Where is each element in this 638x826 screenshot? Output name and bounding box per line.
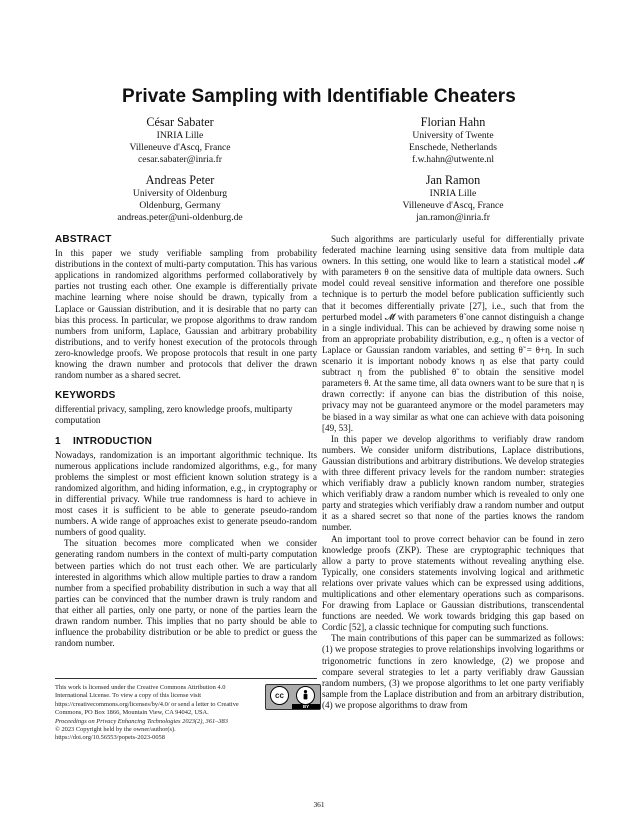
author-name: César Sabater bbox=[146, 115, 214, 129]
creative-commons-icon: cc bbox=[270, 686, 289, 705]
author-affiliation: INRIA Lille bbox=[429, 188, 477, 199]
author-block-4 bbox=[373, 173, 533, 225]
right-column bbox=[322, 234, 584, 711]
author-block-1 bbox=[100, 115, 260, 167]
author-name: Florian Hahn bbox=[420, 115, 486, 129]
author-location: Villeneuve d'Ascq, France bbox=[129, 142, 231, 154]
footnote-rule bbox=[55, 678, 317, 679]
keywords-heading: KEYWORDS bbox=[55, 390, 116, 402]
doi-link[interactable]: https://doi.org/10.56553/popets-2023-0058 bbox=[55, 734, 165, 742]
body-paragraph-3: An important tool to prove correct behavior can be found in zero knowledge proofs (ZKP). These are cryptographic techniques that allow a party to prove statements without revealing anything else. Typically, one considers statements involving logical and arithmetic relations over private values which can be expressed using additions, multiplications and other elementary operations such as comparisons. For drawing from Laplace or Gaussian distributions, transcendental functions are needed. We work towards bridging this gap based on Cordic [52], a classic technique for computing such functions. bbox=[322, 533, 584, 633]
page-number: 361 bbox=[313, 800, 325, 809]
author-email: cesar.sabater@inria.fr bbox=[138, 154, 222, 166]
abstract-text: In this paper we study verifiable sampling from probability distributions in the context of multi-party computation. This has various applications in randomized algorithms performed collaboratively by parties not trusting each other. One example is differentially private machine learning where noise should be drawn, typically from a Laplace or Gaussian distribution, and it is desirable that no party can bias this process. In particular, we propose algorithms to draw random numbers from uniform, Laplace, Gaussian and arbitrary probability distributions, and to verify honest execution of the protocols through zero-knowledge proofs. We propose protocols that result in one party knowing the drawn number and protocols that deliver the drawn random number as a shared secret. bbox=[55, 248, 318, 381]
proceedings-line: Proceedings on Privacy Enhancing Technologies 2023(2), 361–383 bbox=[55, 717, 228, 725]
license-footnote bbox=[55, 678, 317, 743]
author-name: Andreas Peter bbox=[145, 173, 215, 187]
body-paragraph-2: In this paper we develop algorithms to verifiably draw random numbers. We consider uniform distributions, Laplace distributions, Gaussian distributions and arbitrary distributions. We develop strategies with three different privacy levels for the random number: strategies which verifiably draw a publicly known random number, strategies which verifiably draw a random number which is revealed to only one party and strategies which verifiably draw a random number and output it as a shared secret so that none of the parties knows the random number. bbox=[322, 433, 584, 533]
copyright-line: © 2023 Copyright held by the owner/author(s). bbox=[55, 726, 176, 734]
body-paragraph-1: Such algorithms are particularly useful for differentially private federated machine learning using sensitive data from multiple data owners. In this setting, one would like to learn a statistical model 𝓜 with parameters θ on the sensitive data of multiple data owners. Such model could reveal sensitive information and therefore one possible technique is to perturb the model before publication sufficiently such that it becomes differentially private [27], i.e., such that from the perturbed model 𝓜̃ with parameters θ̃ one cannot distinguish a change in a single individual. This can be achieved by drawing some noise η from an appropriate probability distribution, e.g., η often is a vector of Laplace or Gaussian random variables, and setting θ̃ = θ+η. In such scenario it is important nobody knows η as else that party could subtract η from the published θ̃ to obtain the sensitive model parameters θ. At the same time, all data owners want to be sure that η is drawn correctly: if anyone can bias the distribution of this noise, privacy may not be guaranteed anymore or the model parameters may be biased in a way similar as what one can achieve with data poisoning [49, 53]. bbox=[322, 234, 584, 433]
license-text: This work is licensed under the Creative Commons Attribution 4.0 International License. To view a copy of this license visit https://creativecommons.org/licenses/by/4.0/ or send a letter to Creative Commons, PO Box 1866, Mountain View, CA 94042, USA. bbox=[55, 684, 239, 717]
author-email: jan.ramon@inria.fr bbox=[416, 212, 490, 224]
keywords-text: differential privacy, sampling, zero knowledge proofs, multiparty computation bbox=[55, 404, 293, 426]
author-affiliation: University of Oldenburg bbox=[132, 188, 228, 199]
section-heading-introduction bbox=[55, 436, 317, 447]
attribution-person-icon bbox=[296, 686, 315, 705]
left-column bbox=[55, 234, 317, 649]
section-number: 1 bbox=[55, 435, 61, 447]
author-block-2 bbox=[373, 115, 533, 167]
by-label: BY bbox=[292, 704, 320, 709]
author-email: f.w.hahn@utwente.nl bbox=[411, 154, 494, 166]
intro-paragraph-2: The situation becomes more complicated when we consider generating random numbers in the context of multi-party computation between parties which do not trust each other. We are particularly interested in algorithms which allow multiple parties to draw a random number from a specified probability distribution in such a way that all parties can be convinced that the number drawn is truly random and that either all parties, only one party, or none of the parties learn the drawn random number. This implies that no party should be able to influence the probability distribution or be able to predict or guess the random number. bbox=[55, 538, 317, 649]
author-name: Jan Ramon bbox=[425, 173, 481, 187]
author-block-3 bbox=[90, 173, 270, 225]
paper-title: Private Sampling with Identifiable Cheaters bbox=[122, 86, 516, 107]
intro-paragraph-1: Nowadays, randomization is an important algorithmic technique. Its numerous applications include randomized algorithms, e.g., for many problems the simplest or most efficient known solution strategy is a randomized algorithm, and hiding information, e.g., in cryptography or in differential privacy. While true randomness is hard to achieve in most cases it is sufficient to be able to generate pseudo-random numbers. A wide range of approaches exist to generate pseudo-random numbers of good quality. bbox=[55, 449, 317, 538]
author-email: andreas.peter@uni-oldenburg.de bbox=[117, 212, 243, 224]
section-title: INTRODUCTION bbox=[73, 435, 153, 447]
body-paragraph-4: The main contributions of this paper can be summarized as follows: (1) we propose strategies to prove relationships involving logarithms or trigonometric functions in zero knowledge, (2) we propose and compare several strategies to let a party verifiably draw Gaussian random numbers, (3) we propose algorithms to let one party verifiably sample from the Laplace distribution and from an arbitrary distribution, (4) we propose algorithms to draw from bbox=[322, 633, 584, 710]
author-affiliation: INRIA Lille bbox=[156, 130, 204, 141]
author-affiliation: University of Twente bbox=[412, 130, 494, 141]
author-location: Villeneuve d'Ascq, France bbox=[402, 200, 504, 212]
abstract-heading: ABSTRACT bbox=[55, 234, 112, 245]
author-location: Enschede, Netherlands bbox=[409, 142, 497, 154]
cc-by-license-badge bbox=[265, 684, 321, 710]
author-location: Oldenburg, Germany bbox=[139, 200, 221, 212]
